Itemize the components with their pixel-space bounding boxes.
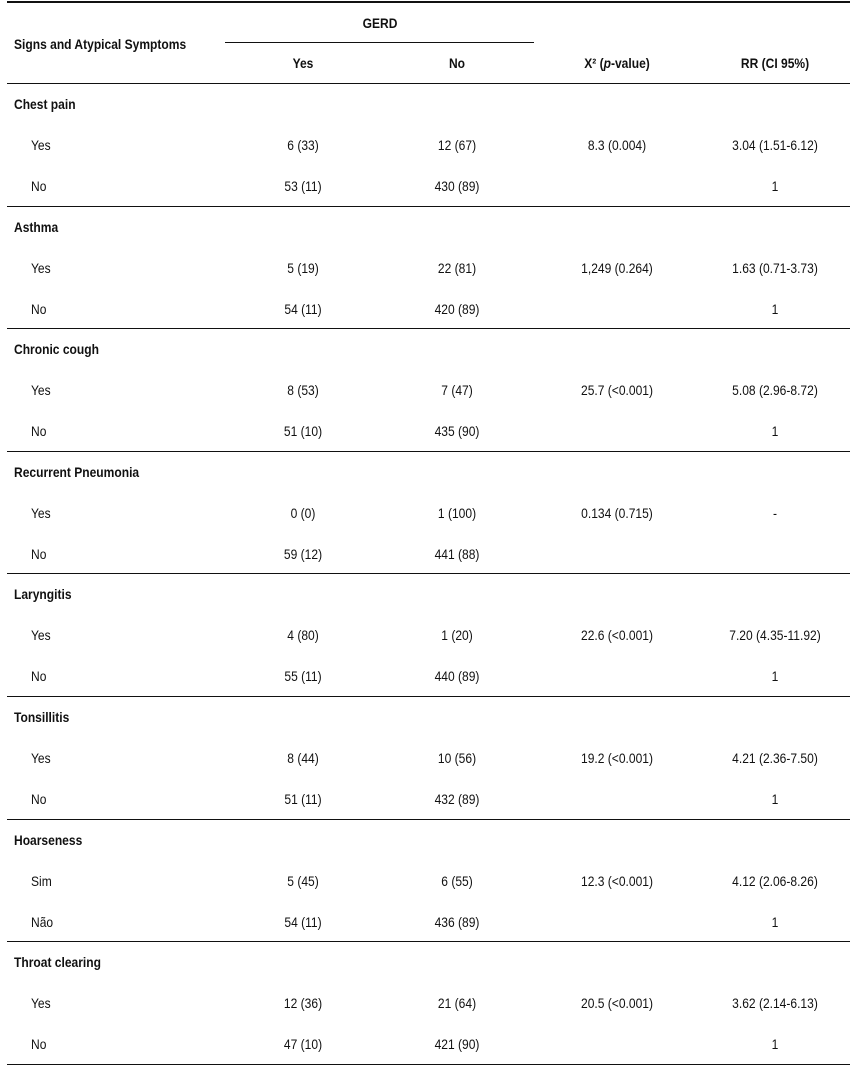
row-label: Sim: [31, 873, 52, 889]
cell-gerd-no: 421 (90): [434, 1036, 480, 1052]
cell-relative-risk: 4.12 (2.06-8.26): [732, 873, 818, 889]
row-label: Yes: [31, 750, 51, 766]
cell-relative-risk: 4.21 (2.36-7.50): [732, 750, 818, 766]
cell-gerd-yes: 8 (44): [287, 750, 319, 766]
cell-gerd-no: 430 (89): [434, 178, 480, 194]
cell-gerd-no: 1 (20): [441, 627, 473, 643]
cell-relative-risk: 5.08 (2.96-8.72): [732, 382, 818, 398]
cell-gerd-yes: 47 (10): [283, 1036, 323, 1052]
row-label: No: [31, 301, 47, 317]
cell-gerd-no: 441 (88): [434, 546, 480, 562]
group-label: Laryngitis: [14, 586, 72, 602]
row-label: No: [31, 423, 47, 439]
group-label: Asthma: [14, 219, 59, 235]
cell-relative-risk: 3.62 (2.14-6.13): [732, 995, 818, 1011]
cell-gerd-yes: 54 (11): [284, 914, 322, 930]
col-yes-header: Yes: [292, 55, 314, 71]
group-divider-rule: [7, 1064, 850, 1065]
group-divider-rule: [7, 573, 850, 574]
col-rr-header: RR (CI 95%): [740, 55, 810, 71]
cell-relative-risk: 1.63 (0.71-3.73): [732, 260, 818, 276]
cell-gerd-no: 435 (90): [434, 423, 480, 439]
cell-chi-square: 19.2 (<0.001): [581, 750, 653, 766]
cell-gerd-no: 7 (47): [441, 382, 473, 398]
cell-chi-square: 12.3 (<0.001): [581, 873, 653, 889]
group-divider-rule: [7, 328, 850, 329]
row-label: No: [31, 178, 47, 194]
group-label: Tonsillitis: [14, 709, 70, 725]
cell-gerd-yes: 54 (11): [284, 301, 322, 317]
row-label: Não: [31, 914, 54, 930]
group-label: Hoarseness: [14, 832, 83, 848]
cell-gerd-yes: 12 (36): [283, 995, 323, 1011]
row-label: No: [31, 791, 47, 807]
cell-chi-square: 25.7 (<0.001): [581, 382, 653, 398]
cell-gerd-yes: 0 (0): [290, 505, 316, 521]
cell-relative-risk: 1: [771, 178, 779, 194]
cell-chi-square: 22.6 (<0.001): [581, 627, 653, 643]
cell-gerd-yes: 53 (11): [284, 178, 322, 194]
cell-relative-risk: 1: [771, 1036, 779, 1052]
row-label: Yes: [31, 260, 51, 276]
cell-chi-square: 1,249 (0.264): [581, 260, 653, 276]
row-label: Yes: [31, 505, 51, 521]
cell-gerd-no: 1 (100): [437, 505, 477, 521]
table-top-rule: [7, 1, 850, 3]
group-divider-rule: [7, 941, 850, 942]
cell-gerd-yes: 55 (11): [284, 668, 322, 684]
row-label: No: [31, 1036, 47, 1052]
cell-relative-risk: 1: [771, 668, 779, 684]
cell-gerd-yes: 5 (45): [287, 873, 319, 889]
cell-chi-square: 20.5 (<0.001): [581, 995, 653, 1011]
cell-gerd-yes: 5 (19): [287, 260, 319, 276]
cell-gerd-no: 12 (67): [437, 137, 477, 153]
cell-relative-risk: 1: [771, 423, 779, 439]
cell-gerd-no: 440 (89): [434, 668, 480, 684]
cell-gerd-yes: 6 (33): [287, 137, 319, 153]
row-label: No: [31, 546, 47, 562]
cell-gerd-no: 420 (89): [434, 301, 480, 317]
cell-gerd-yes: 8 (53): [287, 382, 319, 398]
gerd-group-header: GERD: [362, 15, 398, 31]
cell-gerd-no: 22 (81): [437, 260, 477, 276]
row-label: Yes: [31, 995, 51, 1011]
group-label: Chest pain: [14, 96, 76, 112]
gerd-group-rule: [225, 42, 534, 43]
cell-gerd-no: 10 (56): [437, 750, 477, 766]
row-label: Yes: [31, 627, 51, 643]
group-label: Recurrent Pneumonia: [14, 464, 140, 480]
header-bottom-rule: [7, 83, 850, 84]
cell-relative-risk: 3.04 (1.51-6.12): [732, 137, 818, 153]
cell-relative-risk: 1: [771, 301, 779, 317]
cell-relative-risk: 1: [771, 914, 779, 930]
cell-gerd-no: 432 (89): [434, 791, 480, 807]
cell-gerd-no: 21 (64): [437, 995, 477, 1011]
group-label: Throat clearing: [14, 954, 101, 970]
cell-gerd-yes: 59 (12): [283, 546, 323, 562]
cell-gerd-yes: 4 (80): [287, 627, 319, 643]
cell-gerd-yes: 51 (10): [283, 423, 323, 439]
cell-relative-risk: 7.20 (4.35-11.92): [729, 627, 821, 643]
row-label: Yes: [31, 137, 51, 153]
col-chi-header: X² (p-value): [584, 55, 650, 71]
cell-gerd-no: 436 (89): [434, 914, 480, 930]
row-label: No: [31, 668, 47, 684]
row-label-header: Signs and Atypical Symptoms: [14, 36, 187, 52]
cell-relative-risk: 1: [771, 791, 779, 807]
group-divider-rule: [7, 451, 850, 452]
group-label: Chronic cough: [14, 341, 99, 357]
col-no-header: No: [448, 55, 466, 71]
row-label: Yes: [31, 382, 51, 398]
cell-relative-risk: -: [772, 505, 778, 521]
cell-gerd-no: 6 (55): [441, 873, 473, 889]
cell-gerd-yes: 51 (11): [284, 791, 322, 807]
group-divider-rule: [7, 206, 850, 207]
cell-chi-square: 0.134 (0.715): [581, 505, 653, 521]
group-divider-rule: [7, 819, 850, 820]
group-divider-rule: [7, 696, 850, 697]
cell-chi-square: 8.3 (0.004): [587, 137, 647, 153]
